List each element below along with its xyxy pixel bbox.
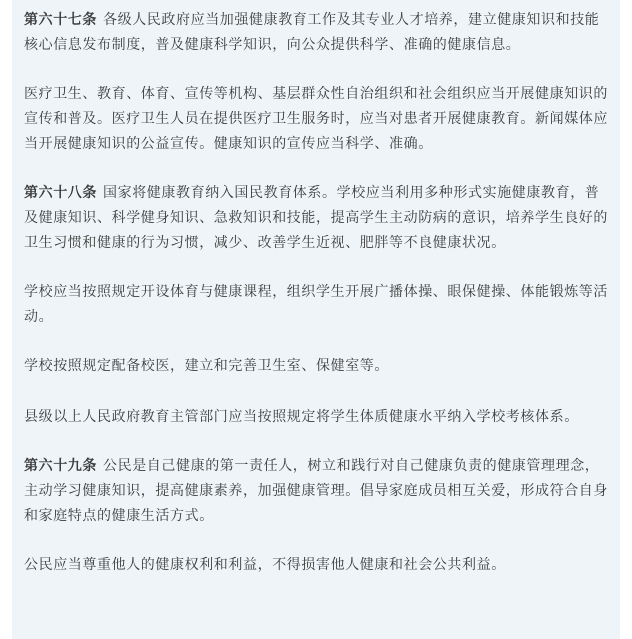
paragraph-school-courses bbox=[24, 280, 612, 330]
article-content bbox=[12, 0, 620, 639]
paragraph-school-doctor bbox=[24, 354, 612, 379]
paragraph-text: 公民应当尊重他人的健康权利和利益，不得损害他人健康和社会公共利益。 bbox=[24, 557, 506, 573]
article-number: 第六十九条 bbox=[24, 458, 97, 474]
article-number: 第六十八条 bbox=[24, 185, 97, 201]
paragraph-text: 各级人民政府应当加强健康教育工作及其专业人才培养，建立健康知识和技能核心信息发布制度，普及健康科学知识，向公众提供科学、准确的健康信息。 bbox=[24, 12, 600, 53]
paragraph-article-68 bbox=[24, 181, 612, 256]
paragraph-education-department bbox=[24, 405, 612, 430]
paragraph-health-promotion bbox=[24, 82, 612, 157]
paragraph-text: 学校按照规定配备校医，建立和完善卫生室、保健室等。 bbox=[24, 358, 389, 374]
paragraph-text: 国家将健康教育纳入国民教育体系。学校应当利用多种形式实施健康教育，普及健康知识、科学健身知识、急救知识和技能，提高学生主动防病的意识，培养学生良好的卫生习惯和健康的行为习惯，减少、改善学生近视、肥胖等不良健康状况。 bbox=[24, 185, 608, 251]
paragraph-article-67 bbox=[24, 8, 612, 58]
article-number: 第六十七条 bbox=[24, 12, 97, 28]
paragraph-text: 公民是自己健康的第一责任人，树立和践行对自己健康负责的健康管理理念，主动学习健康知识，提高健康素养，加强健康管理。倡导家庭成员相互关爱，形成符合自身和家庭特点的健康生活方式。 bbox=[24, 458, 608, 524]
paragraph-text: 县级以上人民政府教育主管部门应当按照规定将学生体质健康水平纳入学校考核体系。 bbox=[24, 409, 579, 425]
paragraph-text: 医疗卫生、教育、体育、宣传等机构、基层群众性自治组织和社会组织应当开展健康知识的宣传和普及。医疗卫生人员在提供医疗卫生服务时，应当对患者开展健康教育。新闻媒体应当开展健康知识的公益宣传。健康知识的宣传应当科学、准确。 bbox=[24, 86, 608, 152]
paragraph-text: 学校应当按照规定开设体育与健康课程，组织学生开展广播体操、眼保健操、体能锻炼等活动。 bbox=[24, 284, 608, 325]
paragraph-respect-others bbox=[24, 553, 612, 578]
paragraph-article-69 bbox=[24, 454, 612, 529]
